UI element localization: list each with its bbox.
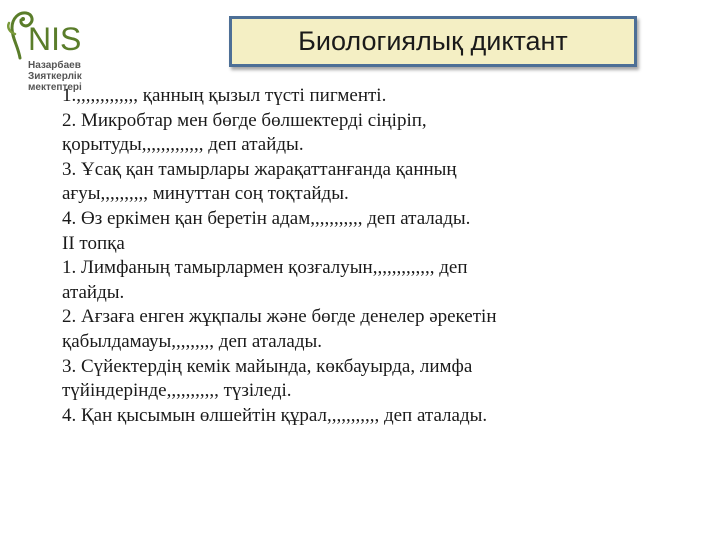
- section-heading: II топқа: [62, 232, 125, 254]
- text-line: 3. Сүйектердің кемік майында, көкбауырда, лимфа: [62, 355, 473, 377]
- text-line: түйіндерінде,,,,,,,,,,, түзіледі.: [62, 380, 292, 402]
- text-line: 1.,,,,,,,,,,,,, қанның қызыл түсті пигменті.: [62, 85, 387, 106]
- text-line: қорытуды,,,,,,,,,,,,, деп атайды.: [62, 134, 304, 156]
- text-line: 4. Қан қысымын өлшейтін құрал,,,,,,,,,,, деп аталады.: [62, 404, 488, 426]
- text-line: 1. Лимфаның тамырлармен қозғалуын,,,,,,,,,,,,, деп: [62, 257, 468, 279]
- text-line: 2. Микробтар мен бөгде бөлшектерді сіңіріп,: [62, 109, 427, 131]
- text-line: 4. Өз еркімен қан беретін адам,,,,,,,,,,, деп аталады.: [62, 207, 471, 229]
- text-line: қабылдамауы,,,,,,,,, деп аталады.: [62, 330, 322, 352]
- logo-brand-text: NIS: [28, 21, 82, 57]
- title-banner: [229, 16, 637, 67]
- logo-subtitle-line: Зияткерлік: [28, 71, 82, 82]
- page-title: Биологиялық диктант: [298, 26, 568, 56]
- text-line: 3. Ұсақ қан тамырлары жарақаттанғанда қанның: [62, 158, 457, 180]
- logo-subtitle-line: мектептері: [28, 82, 82, 93]
- logo-subtitle-line: Назарбаев: [28, 60, 81, 71]
- text-line: 2. Ағзаға енген жұқпалы және бөгде денелер әрекетін: [62, 306, 497, 328]
- dictation-text: [62, 84, 662, 428]
- nis-logo: [6, 8, 106, 96]
- text-line: ағуы,,,,,,,,,, минуттан соң тоқтайды.: [62, 183, 349, 205]
- text-line: атайды.: [62, 281, 125, 303]
